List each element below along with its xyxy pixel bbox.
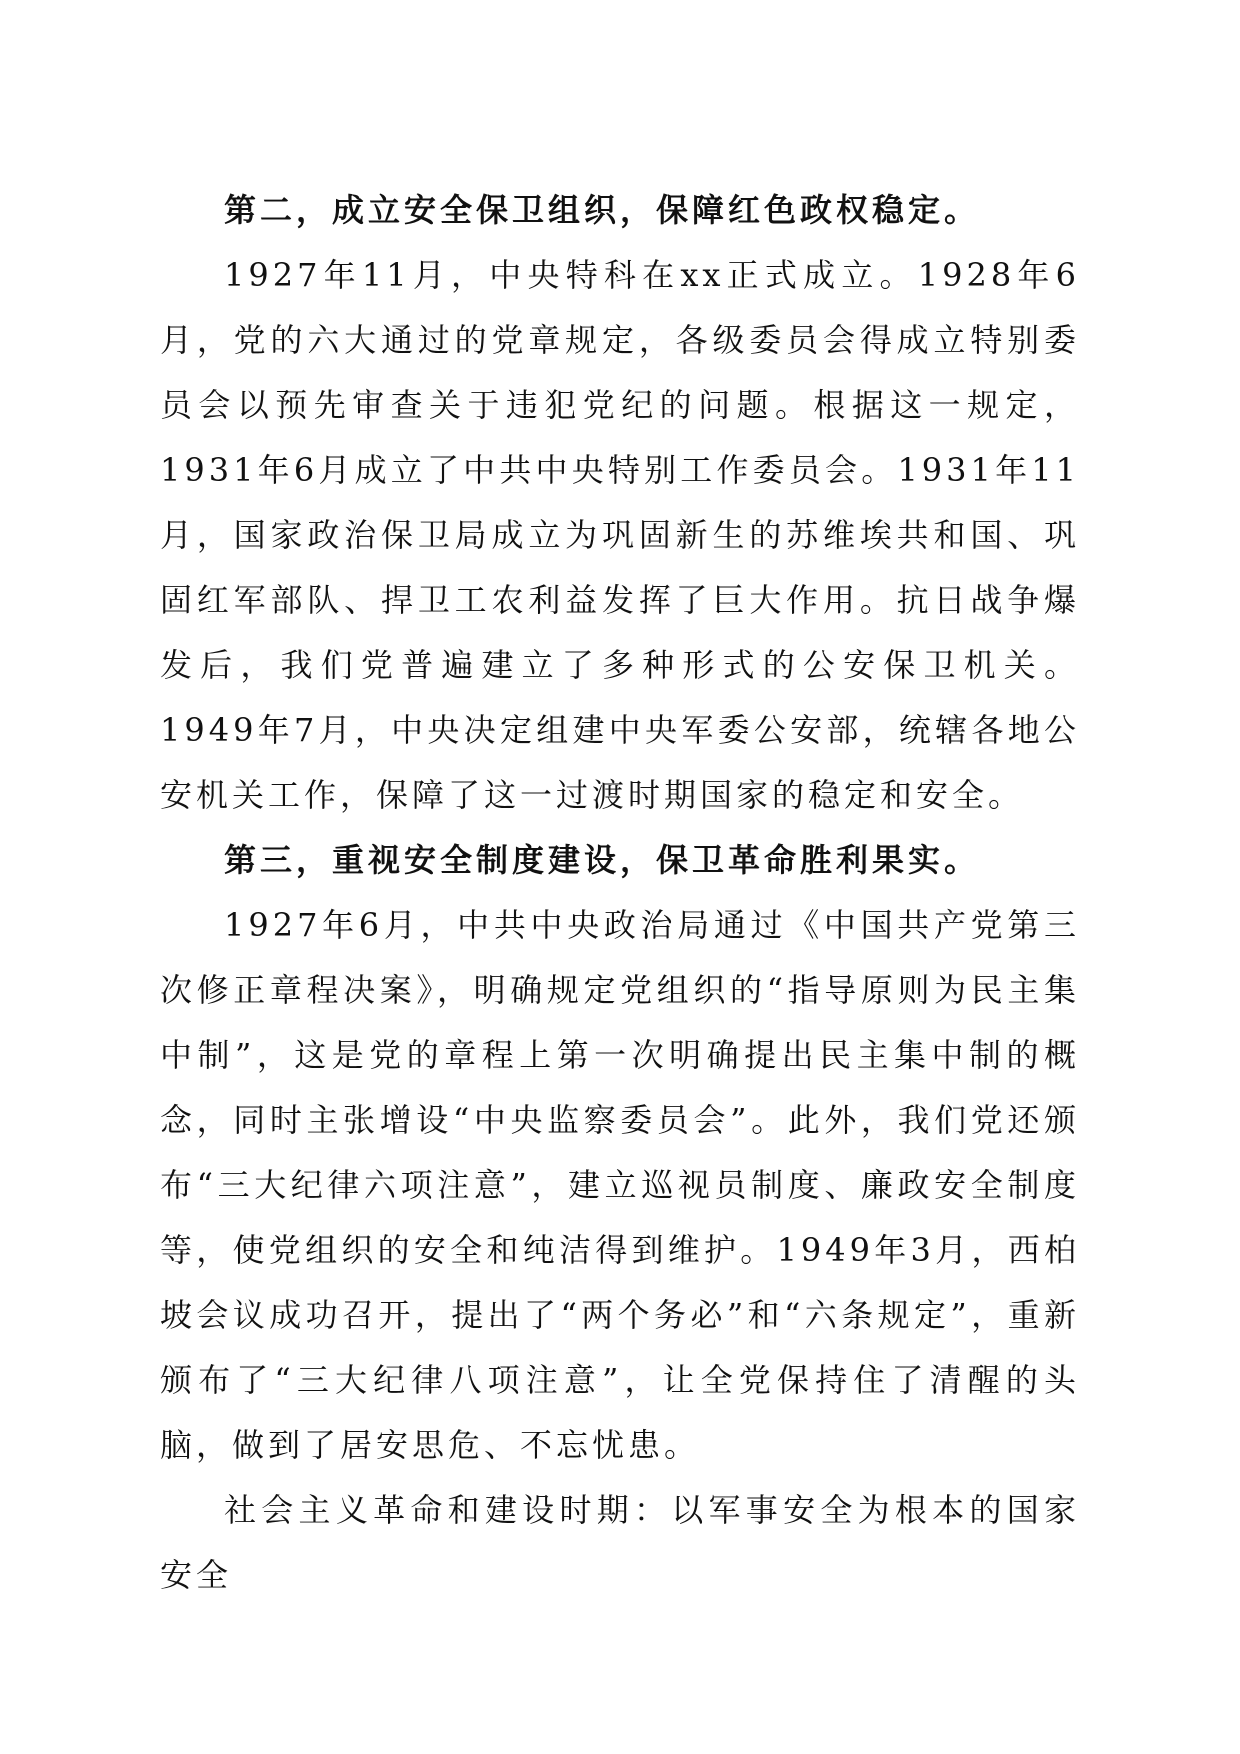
section-heading-second: 第二，成立安全保卫组织，保障红色政权稳定。: [224, 191, 981, 229]
document-body: [160, 178, 1080, 1608]
paragraph-security-system: 1927年6月，中共中央政治局通过《中国共产党第三次修正章程决案》，明确规定党组织的“指导原则为民主集中制”，这是党的章程上第一次明确提出民主集中制的概念，同时主张增设“中央监察委员会”。此外，我们党还颁布“三大纪律六项注意”，建立巡视员制度、廉政安全制度等，使党组织的安全和纯洁得到维护。1949年3月，西柏坡会议成功召开，提出了“两个务必”和“六条规定”，重新颁布了“三大纪律八项注意”，让全党保持住了清醒的头脑，做到了居安思危、不忘忧患。: [160, 906, 1080, 1464]
paragraph-socialist-period: 社会主义革命和建设时期：以军事安全为根本的国家安全: [160, 1491, 1080, 1594]
section-heading-third: 第三，重视安全制度建设，保卫革命胜利果实。: [224, 841, 981, 879]
paragraph-security-organizations: 1927年11月，中央特科在xx正式成立。1928年6月，党的六大通过的党章规定，各级委员会得成立特别委员会以预先审查关于违犯党纪的问题。根据这一规定，1931年6月成立了中共中央特别工作委员会。1931年11月，国家政治保卫局成立为巩固新生的苏维埃共和国、巩固红军部队、捍卫工农利益发挥了巨大作用。抗日战争爆发后，我们党普遍建立了多种形式的公安保卫机关。1949年7月，中央决定组建中央军委公安部，统辖各地公安机关工作，保障了这一过渡时期国家的稳定和安全。: [160, 256, 1080, 814]
